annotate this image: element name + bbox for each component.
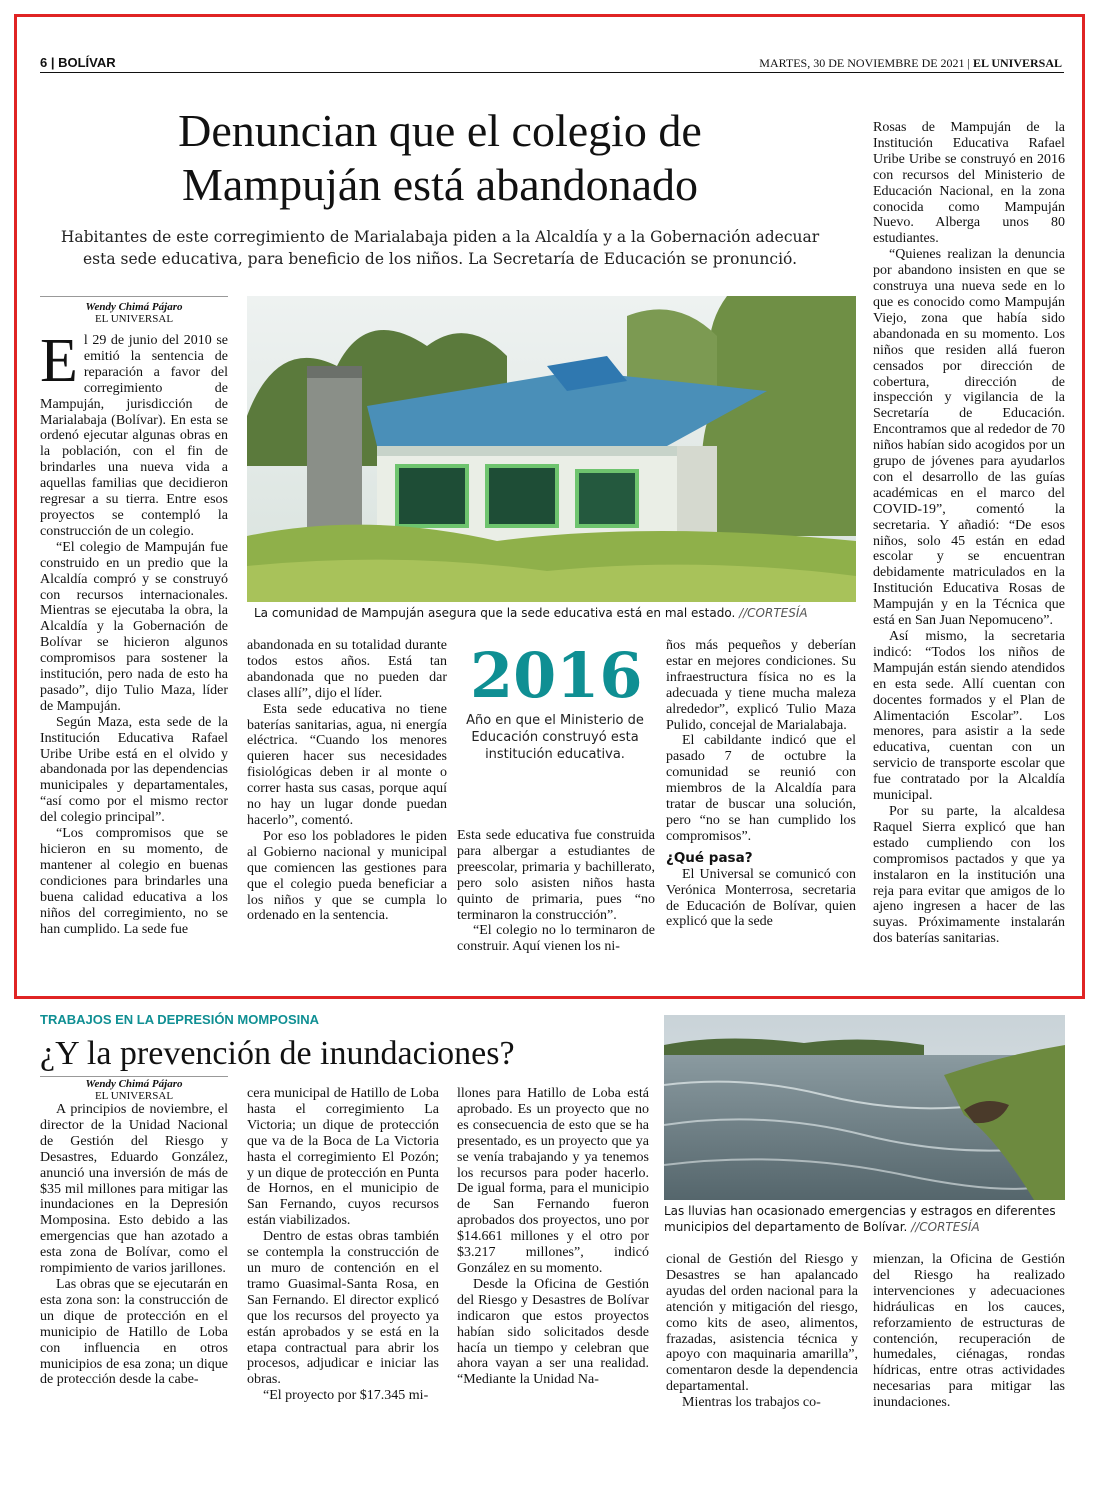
paragraph: Así mismo, la secretaria indicó: “Todos los niños de Mampuján están siendo atendidos en esta sede. Allí cuentan con docentes formados y el Plan de Alimentación Escolar”. Los menores, para asistir a la sede educativa, cuentan con un servicio de transporte escolar que fue contratado por la Alcaldía municipal. <box>873 629 1065 804</box>
article-headline <box>40 104 840 212</box>
article-headline-2: ¿Y la prevención de inundaciones? <box>40 1035 515 1072</box>
paragraph: Esta sede educativa no tiene baterías sanitarias, agua, ni energía eléctrica. “Cuando los menores quieren hacer sus necesidades fisiológicas deben ir al monte o correr hasta sus casas, porque aquí no hay un lugar donde puedan hacerlo”, comentó. <box>247 701 447 828</box>
page-section: 6 | BOLÍVAR <box>40 55 116 70</box>
flood-photo-image <box>664 1015 1065 1200</box>
date-text: MARTES, 30 DE NOVIEMBRE DE 2021 | <box>759 56 973 70</box>
paragraph: A principios de noviembre, el director de la Unidad Nacional de Gestión del Riesgo y Desastres, Eduardo González, anunció una inversión de más de $35 mil millones para mitigar las inundaciones en la Depresión Momposina. Esto debido a las emergencias que han azotado a esta zona de Bolívar, como el rompimiento de varios jarillones. <box>40 1102 228 1277</box>
paragraph: Según Maza, esta sede de la Institución Educativa Rafael Uribe Uribe está en el olvido y abandonada por las dependencias municipales y departamentales, “así como por el mismo rector del colegio principal”. <box>40 714 228 826</box>
article-column-5 <box>873 120 1065 947</box>
paragraph: Esta sede educativa fue construida para albergar a estudiantes de preescolar, primaria y bachillerato, pero solo asisten niños hasta quinto de primaria, pues “no terminaron la construcción”. <box>457 828 655 923</box>
paragraph: Rosas de Mampuján de la Institución Educativa Rafael Uribe Uribe se construyó en 2016 con recursos del Ministerio de Educación Nacional, en la zona conocida como Mampuján Nuevo. Alberga unos 80 estudiantes. <box>873 120 1065 247</box>
author-outlet: EL UNIVERSAL <box>94 313 174 325</box>
paragraph: “El colegio de Mampuján fue construido en un predio que la Alcaldía compró y se construyó con recursos internacionales. Mientras se ejecutaba la obra, la Alcaldía y la Gobernación de Bolívar se hicieron algunos compromisos para sostener la institución, pero nada de esto ha pasado”, dijo Tulio Maza, líder de Mampuján. <box>40 539 228 714</box>
article-column-1 <box>40 327 228 937</box>
byline-rule <box>40 296 228 297</box>
byline-2 <box>40 1078 228 1102</box>
paragraph: Desde la Oficina de Gestión del Riesgo y Desastres de Bolívar indicaron que estos proyectos habían sido solicitados desde hacía un tiempo y celebran que ahora vayan a ser una realidad. “Mediante la Unidad Na- <box>457 1276 649 1388</box>
subhead-line: esta sede educativa, para beneficio de los niños. La Secretaría de Educación se pronunció. <box>82 250 798 268</box>
paragraph: cera municipal de Hatillo de Loba hasta el corregimiento La Victoria; un dique de protección que va de la Boca de La Victoria hasta el corregimiento El Pozón; y un dique de protección en Punta de Hornos, en el municipio de San Fernando, cuyos recursos están viabilizados. <box>247 1086 439 1229</box>
paragraph: l 29 de junio del 2010 se emitió la sentencia de reparación a favor del corregimiento de Mampuján, jurisdicción de Marialabaja (Bolívar). En esta se ordenó ejecutar algunas obras en la población, con el fin de brindarles una nueva vida a aquellas familias que decidieron regresar a su tierra. Entre esos proyectos se contempló la construcción de un colegio. <box>40 333 228 539</box>
paragraph: “Los compromisos que se hicieron en su momento, de mantener al colegio en buenas condiciones para brindarles una buena calidad educativa a los niños del corregimiento, no se han cumplido. La sede fue <box>40 826 228 937</box>
photo-caption <box>254 605 864 621</box>
section-subtitle: ¿Qué pasa? <box>666 849 753 866</box>
paragraph: cional de Gestión del Riesgo y Desastres se han apalancado ayudas del orden nacional para la atención y mitigación del riesgo, como kits de aseo, alimentos, frazadas, asistencia técnica y apoyo con maquinaria amarilla”, comentaron desde la dependencia departamental. <box>666 1252 858 1395</box>
paragraph: llones para Hatillo de Loba está aprobado. Es un proyecto que no es consecuencia de esto que se ha presentado, es un proyecto que ya se venía trabajando y ya tenemos los recursos para poder hacerlo. De igual forma, para el municipio de San Fernando fueron aprobados dos proyectos, uno por $14.661 millones y el otro por $3.217 millones”, indicó González en su momento. <box>457 1086 649 1276</box>
author-name: Wendy Chimá Pájaro <box>85 301 183 313</box>
headline-line: Mampuján está abandonado <box>181 159 699 210</box>
paragraph: ños más pequeños y deberían estar en mejores condiciones. Su infraestructura física no es la adecuada y tiene mucha maleza alrededor”, explicó Tulio Maza Pulido, concejal de Marialabaja. <box>666 638 856 733</box>
caption-text: Las lluvias han ocasionado emergencias y estragos en diferentes municipios del departamento de Bolívar. <box>664 1204 1056 1234</box>
drop-cap: E <box>40 327 78 395</box>
flood-photo <box>664 1015 1065 1200</box>
article2-column-3 <box>457 1086 649 1388</box>
paragraph: Por su parte, la alcaldesa Raquel Sierra explicó que han estado cumpliendo con los compromisos pactados y que ya instalaron en la institución una reja para evitar que amigos de lo ajeno ingresen a hacer de las suyas. Próximamente instalarán dos baterías sanitarias. <box>873 803 1065 947</box>
article2-column-4 <box>666 1252 858 1411</box>
article-column-2 <box>247 638 447 924</box>
article-subhead <box>40 226 840 270</box>
article2-column-1 <box>40 1102 228 1388</box>
paragraph: “Quienes realizan la denuncia por abandono insisten en que se construya una nueva sede en lo que es conocido como Mampuján Viejo, zona que había sido abandonada en su momento. Los niños que residen allá fueron censados por dirección de cobertura, dirección de inspección y vigilancia de la Secretaría de Educación. Encontramos que al rededor de 70 niños habían sido acogidos por un grupo de jóvenes para ayudarlos con el desarrollo de las guías académicas en el marco del COVID-19”, comentó la secretaria. Y añadió: “De esos niños, solo 45 están en edad escolar y se encuentran debidamente matriculados en la Institución Educativa Rosas de Mampuján y en la Técnica que está en San Juan Nepomuceno”. <box>873 247 1065 629</box>
paragraph: abandonada en su totalidad durante todos estos años. Está tan abandonada que no pueden dar clases allí”, dijo el líder. <box>247 638 447 701</box>
article-column-3 <box>457 828 655 955</box>
paragraph: “El colegio no lo terminaron de construir. Aquí vienen los ni- <box>457 923 655 955</box>
subhead-line: Habitantes de este corregimiento de Marialabaja piden a la Alcaldía y a la Gobernación adecuar <box>60 228 820 246</box>
paragraph: mienzan, la Oficina de Gestión del Riesgo ha realizado intervenciones y adecuaciones hidráulicas en los cauces, reforzamiento de estructuras de contención, recuperación de humedales, ciénagas, rondas hídricas, entre otras actividades necesarias para mitigar las inundaciones. <box>873 1252 1065 1411</box>
paragraph: El Universal se comunicó con Verónica Monterrosa, secretaria de Educación de Bolívar, quien explicó que la sede <box>666 866 856 930</box>
paragraph: “El proyecto por $17.345 mi- <box>263 1388 429 1404</box>
paragraph: Dentro de estas obras también se contempla la construcción de un muro de contención en el tramo Guasimal-Santa Rosa, en San Fernando. El director explicó que los recursos del proyecto ya están aprobados y se está en la etapa contractual para abrir los procesos, adjudicar e iniciar las obras. <box>247 1229 439 1388</box>
photo-credit: //CORTESÍA <box>739 606 808 620</box>
section-kicker: TRABAJOS EN LA DEPRESIÓN MOMPOSINA <box>40 1012 320 1027</box>
byline <box>40 301 228 325</box>
date-and-paper <box>759 56 1062 71</box>
author-name: Wendy Chimá Pájaro <box>85 1078 183 1090</box>
year-note: Año en que el Ministerio de Educación construyó esta institución educativa. <box>466 713 644 762</box>
article2-column-2 <box>247 1086 439 1404</box>
paper-name: EL UNIVERSAL <box>972 56 1062 70</box>
school-photo-image <box>247 296 856 602</box>
flood-photo-caption <box>664 1203 1065 1235</box>
article2-column-5 <box>873 1252 1065 1411</box>
paragraph: Por eso los pobladores le piden al Gobierno nacional y municipal que comiencen las gestiones para que el colegio pueda beneficiar a los niños y que se cumpla lo ordenado en la sentencia. <box>247 828 447 924</box>
paragraph: Las obras que se ejecutarán en esta zona son: la construcción de un dique de protección en el municipio de Hatillo de Loba con influencia en otros municipios de esa zona; un dique de protección desde la cabe- <box>40 1276 228 1388</box>
header-rule <box>40 72 1064 73</box>
big-year: 2016 <box>470 639 643 712</box>
school-photo <box>247 296 856 602</box>
author-outlet: EL UNIVERSAL <box>94 1090 174 1102</box>
article-column-4 <box>666 638 856 930</box>
headline-line: Denuncian que el colegio de <box>178 105 702 156</box>
paragraph: El cabildante indicó que el pasado 7 de octubre la comunidad se reunió con miembros de la Alcaldía para tratar de buscar una solución, pero “no se han cumplido los compromisos”. <box>666 733 856 844</box>
caption-text: La comunidad de Mampuján asegura que la sede educativa está en mal estado. <box>254 606 740 620</box>
paragraph: Mientras los trabajos co- <box>682 1395 821 1411</box>
byline-rule <box>40 1076 228 1077</box>
photo-credit: //CORTESÍA <box>911 1220 980 1234</box>
